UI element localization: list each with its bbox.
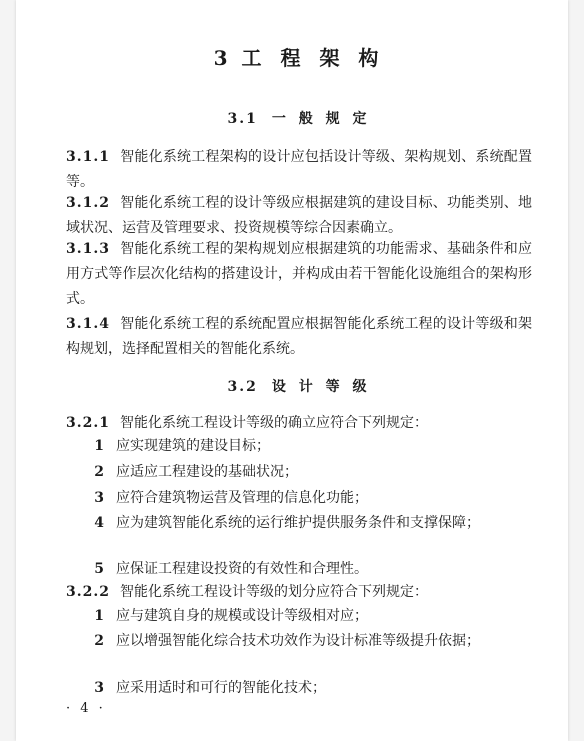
list-item — [66, 557, 532, 582]
section-title-3-2 — [66, 376, 532, 396]
clause-text: 智能化系统工程的系统配置应根据智能化系统工程的设计等级和架构规划，选择配置相关的智能化系统。 — [66, 316, 532, 357]
item-text: 应符合建筑物运营及管理的信息化功能； — [116, 490, 368, 506]
list-item — [66, 511, 532, 536]
list-item — [66, 629, 532, 654]
clause-3-1-3 — [66, 237, 532, 312]
list-item — [66, 604, 532, 629]
item-text: 应采用适时和可行的智能化技术； — [116, 680, 326, 696]
item-text: 应保证工程建设投资的有效性和合理性。 — [116, 561, 368, 577]
page-number: · 4 · — [66, 701, 106, 716]
list-item — [66, 486, 532, 511]
document-page — [16, 0, 568, 741]
clause-text: 智能化系统工程的架构规划应根据建筑的功能需求、基础条件和应用方式等作层次化结构的搭建设计，并构成由若干智能化设施组合的架构形式。 — [66, 241, 532, 307]
clause-number: 3.1.2 — [66, 195, 110, 211]
clause-3-2-1 — [66, 411, 532, 436]
section-number: 3.2 — [227, 379, 258, 395]
item-text: 应适应工程建设的基础状况； — [116, 464, 298, 480]
clause-3-2-2 — [66, 580, 532, 605]
chapter-title-text: 工 程 架 构 — [241, 46, 385, 70]
list-item — [66, 460, 532, 485]
item-number: 3 — [94, 680, 104, 696]
item-text: 应以增强智能化综合技术功效作为设计标准等级提升依据； — [116, 633, 480, 649]
clause-number: 3.1.1 — [66, 149, 110, 165]
clause-number: 3.2.1 — [66, 415, 110, 431]
item-text: 应实现建筑的建设目标； — [116, 438, 270, 454]
section-title-text: 一 般 规 定 — [271, 111, 371, 127]
section-title-3-1 — [66, 108, 532, 128]
item-text: 应与建筑自身的规模或设计等级相对应； — [116, 608, 368, 624]
item-text: 应为建筑智能化系统的运行维护提供服务条件和支撑保障； — [116, 515, 480, 531]
clause-3-1-1 — [66, 145, 532, 195]
chapter-title — [66, 42, 532, 71]
clause-text: 智能化系统工程设计等级的划分应符合下列规定： — [119, 584, 428, 600]
list-item — [66, 434, 532, 459]
item-number: 4 — [94, 515, 104, 531]
clause-3-1-4 — [66, 312, 532, 362]
item-number: 2 — [94, 464, 104, 480]
item-number: 1 — [94, 608, 104, 624]
clause-number: 3.1.3 — [66, 241, 110, 257]
clause-number: 3.2.2 — [66, 584, 110, 600]
clause-text: 智能化系统工程设计等级的确立应符合下列规定： — [119, 415, 428, 431]
item-number: 3 — [94, 490, 104, 506]
chapter-number: 3 — [213, 46, 234, 70]
clause-text: 智能化系统工程的设计等级应根据建筑的建设目标、功能类别、地域状况、运营及管理要求、投资规模等综合因素确立。 — [66, 195, 532, 236]
clause-number: 3.1.4 — [66, 316, 110, 332]
item-number: 5 — [94, 561, 104, 577]
section-title-text: 设 计 等 级 — [271, 379, 371, 395]
item-number: 2 — [94, 633, 104, 649]
clause-text: 智能化系统工程架构的设计应包括设计等级、架构规划、系统配置等。 — [66, 149, 532, 190]
clause-3-1-2 — [66, 191, 532, 241]
list-item — [66, 676, 532, 701]
item-number: 1 — [94, 438, 104, 454]
section-number: 3.1 — [227, 111, 258, 127]
